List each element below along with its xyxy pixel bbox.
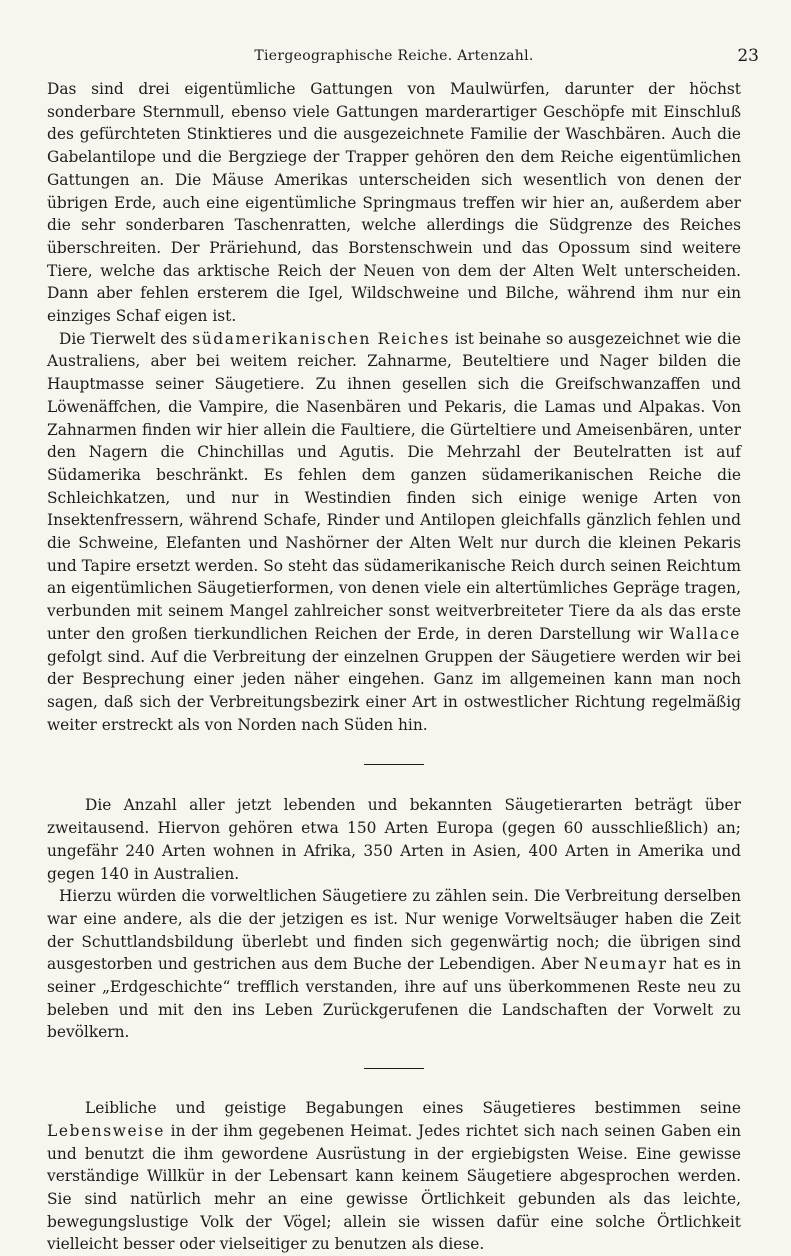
paragraph-nearctic-fauna: Das sind drei eigentümliche Gattungen von Maulwürfen, darunter der höchst sonderbare Sternmull, ebenso viele Gattungen marderartiger Geschöpfe mit Einschluß des gefürchteten Stinktieres und die ausgezeichnete Familie der Waschbären. Auch die Gabelantilope und die Bergziege der Trapper gehören den dem Reiche eigentümlichen Gattungen an. Die Mäuse Amerikas unterscheiden sich wesentlich von denen der übrigen Erde, auch eine eigentümliche Springmaus treffen wir hier an, außerdem aber die sehr sonderbaren Taschenratten, welche allerdings die Südgrenze des Reiches überschreiten. Der Präriehund, das Borstenschwein und das Opossum sind weitere Tiere, welche das arktische Reich der Neuen von dem der Alten Welt unterscheiden. Dann aber fehlen ersterem die Igel, Wildschweine und Bilche, während ihm nur ein einziges Schaf eigen ist. [47,80,741,326]
text-run: Leibliche und geistige Begabungen eines Säugetieres bestimmen seine [85,1099,741,1118]
text-run: hat es in seiner „Erdgeschichte“ trefflich verstanden, ihre auf uns überkommenen Reste neu zu beleben und mit den ins Leben Zurückgerufenen die Landschaften der Vorwelt zu bevölkern. [47,955,741,1042]
page-number: 23 [737,46,759,66]
paragraph-way-of-life [47,1097,741,1256]
text-run: Hierzu würden die vorweltlichen Säugetiere zu zählen sein. Die Verbreitung derselben war eine andere, als die der jetzigen es ist. Nur wenige Vorweltsäuger haben die Zeit der Schuttlandsbildung überlebt und finden sich gegenwärtig noch; die übrigen sind ausgestorben und gestrichen aus dem Buche der Lebendigen. Aber [47,887,741,974]
text-run: gefolgt sind. Auf die Verbreitung der einzelnen Gruppen der Säugetiere werden wir bei der Besprechung einer jeden näher eingehen. Ganz im allgemeinen kann man noch sagen, daß sich der Verbreitungsbezirk einer Art in ostwestlicher Richtung regelmäßig weiter erstreckt als von Norden nach Süden hin. [47,647,741,734]
emphasized-name: Wallace [669,624,741,643]
paragraph-species-count: Die Anzahl aller jetzt lebenden und bekannten Säugetierarten beträgt über zweitausend. Hiervon gehören etwa 150 Arten Europa (gegen 60 ausschließlich) an; ungefähr 240 Arten wohnen in Afrika, 350 Arten in Asien, 400 Arten in Amerika und gegen 140 in Australien. [47,796,741,883]
section-divider [364,764,424,765]
emphasized-term: südamerikanischen Reiches [192,329,450,348]
emphasized-term: Lebensweise [47,1121,165,1140]
text-run: in der ihm gegebenen Heimat. Jedes richtet sich nach seinen Gaben ein und benutzt die ihm gewordene Ausrüstung in der ergiebigsten Weise. Eine gewisse verständige Willkür in der Lebensart kann keinem Säugetiere abgesprochen werden. Sie sind natürlich mehr an eine gewisse Örtlichkeit gebunden als das leichte, bewegungslustige Volk der Vögel; allein sie wissen dafür eine solche Örtlichkeit vielleicht besser oder vielseitiger zu benutzen als diese. [47,1121,741,1254]
paragraph-prehistoric-mammals [47,885,741,1044]
text-run: ist beinahe so ausgezeichnet wie die Australiens, aber bei weitem reicher. Zahnarme, Beuteltiere und Nager bilden die Hauptmasse seiner Säugetiere. Zu ihnen gesellen sich die Greifschwanzaffen und Löwenäffchen, die Vampire, die Nasenbären und Pekaris, die Lamas und Alpakas. Von Zahnarmen finden wir hier allein die Faultiere, die Gürteltiere und Ameisenbären, unter den Nagern die Chinchillas und Agutis. Die Mehrzahl der Beutelratten ist auf Südamerika beschränkt. Es fehlen dem ganzen südamerikanischen Reiche die Schleichkatzen, und nur in Westindien finden sich einige wenige Arten von Insektenfressern, während Schafe, Rinder und Antilopen gleichfalls gänzlich fehlen und die Schweine, Elefanten und Nashörner der Alten Welt nur durch die kleinen Pekaris und Tapire ersetzt werden. So steht das südamerikanische Reich durch seinen Reichtum an eigentümlichen Säugetierformen, von denen viele ein altertümliches Gepräge tragen, verbunden mit seinem Mangel zahlreicher sonst weitverbreiteter Tiere da als das erste unter den großen tierkundlichen Reichen der Erde, in deren Darstellung wir [47,329,741,643]
running-title: Tiergeographische Reiche. Artenzahl. [254,48,534,64]
section-divider [364,1068,424,1069]
text-run: Die Tierwelt des [59,329,193,348]
emphasized-name: Neumayr [584,955,668,974]
paragraph-neotropical-fauna [47,328,741,737]
running-head [47,44,759,78]
